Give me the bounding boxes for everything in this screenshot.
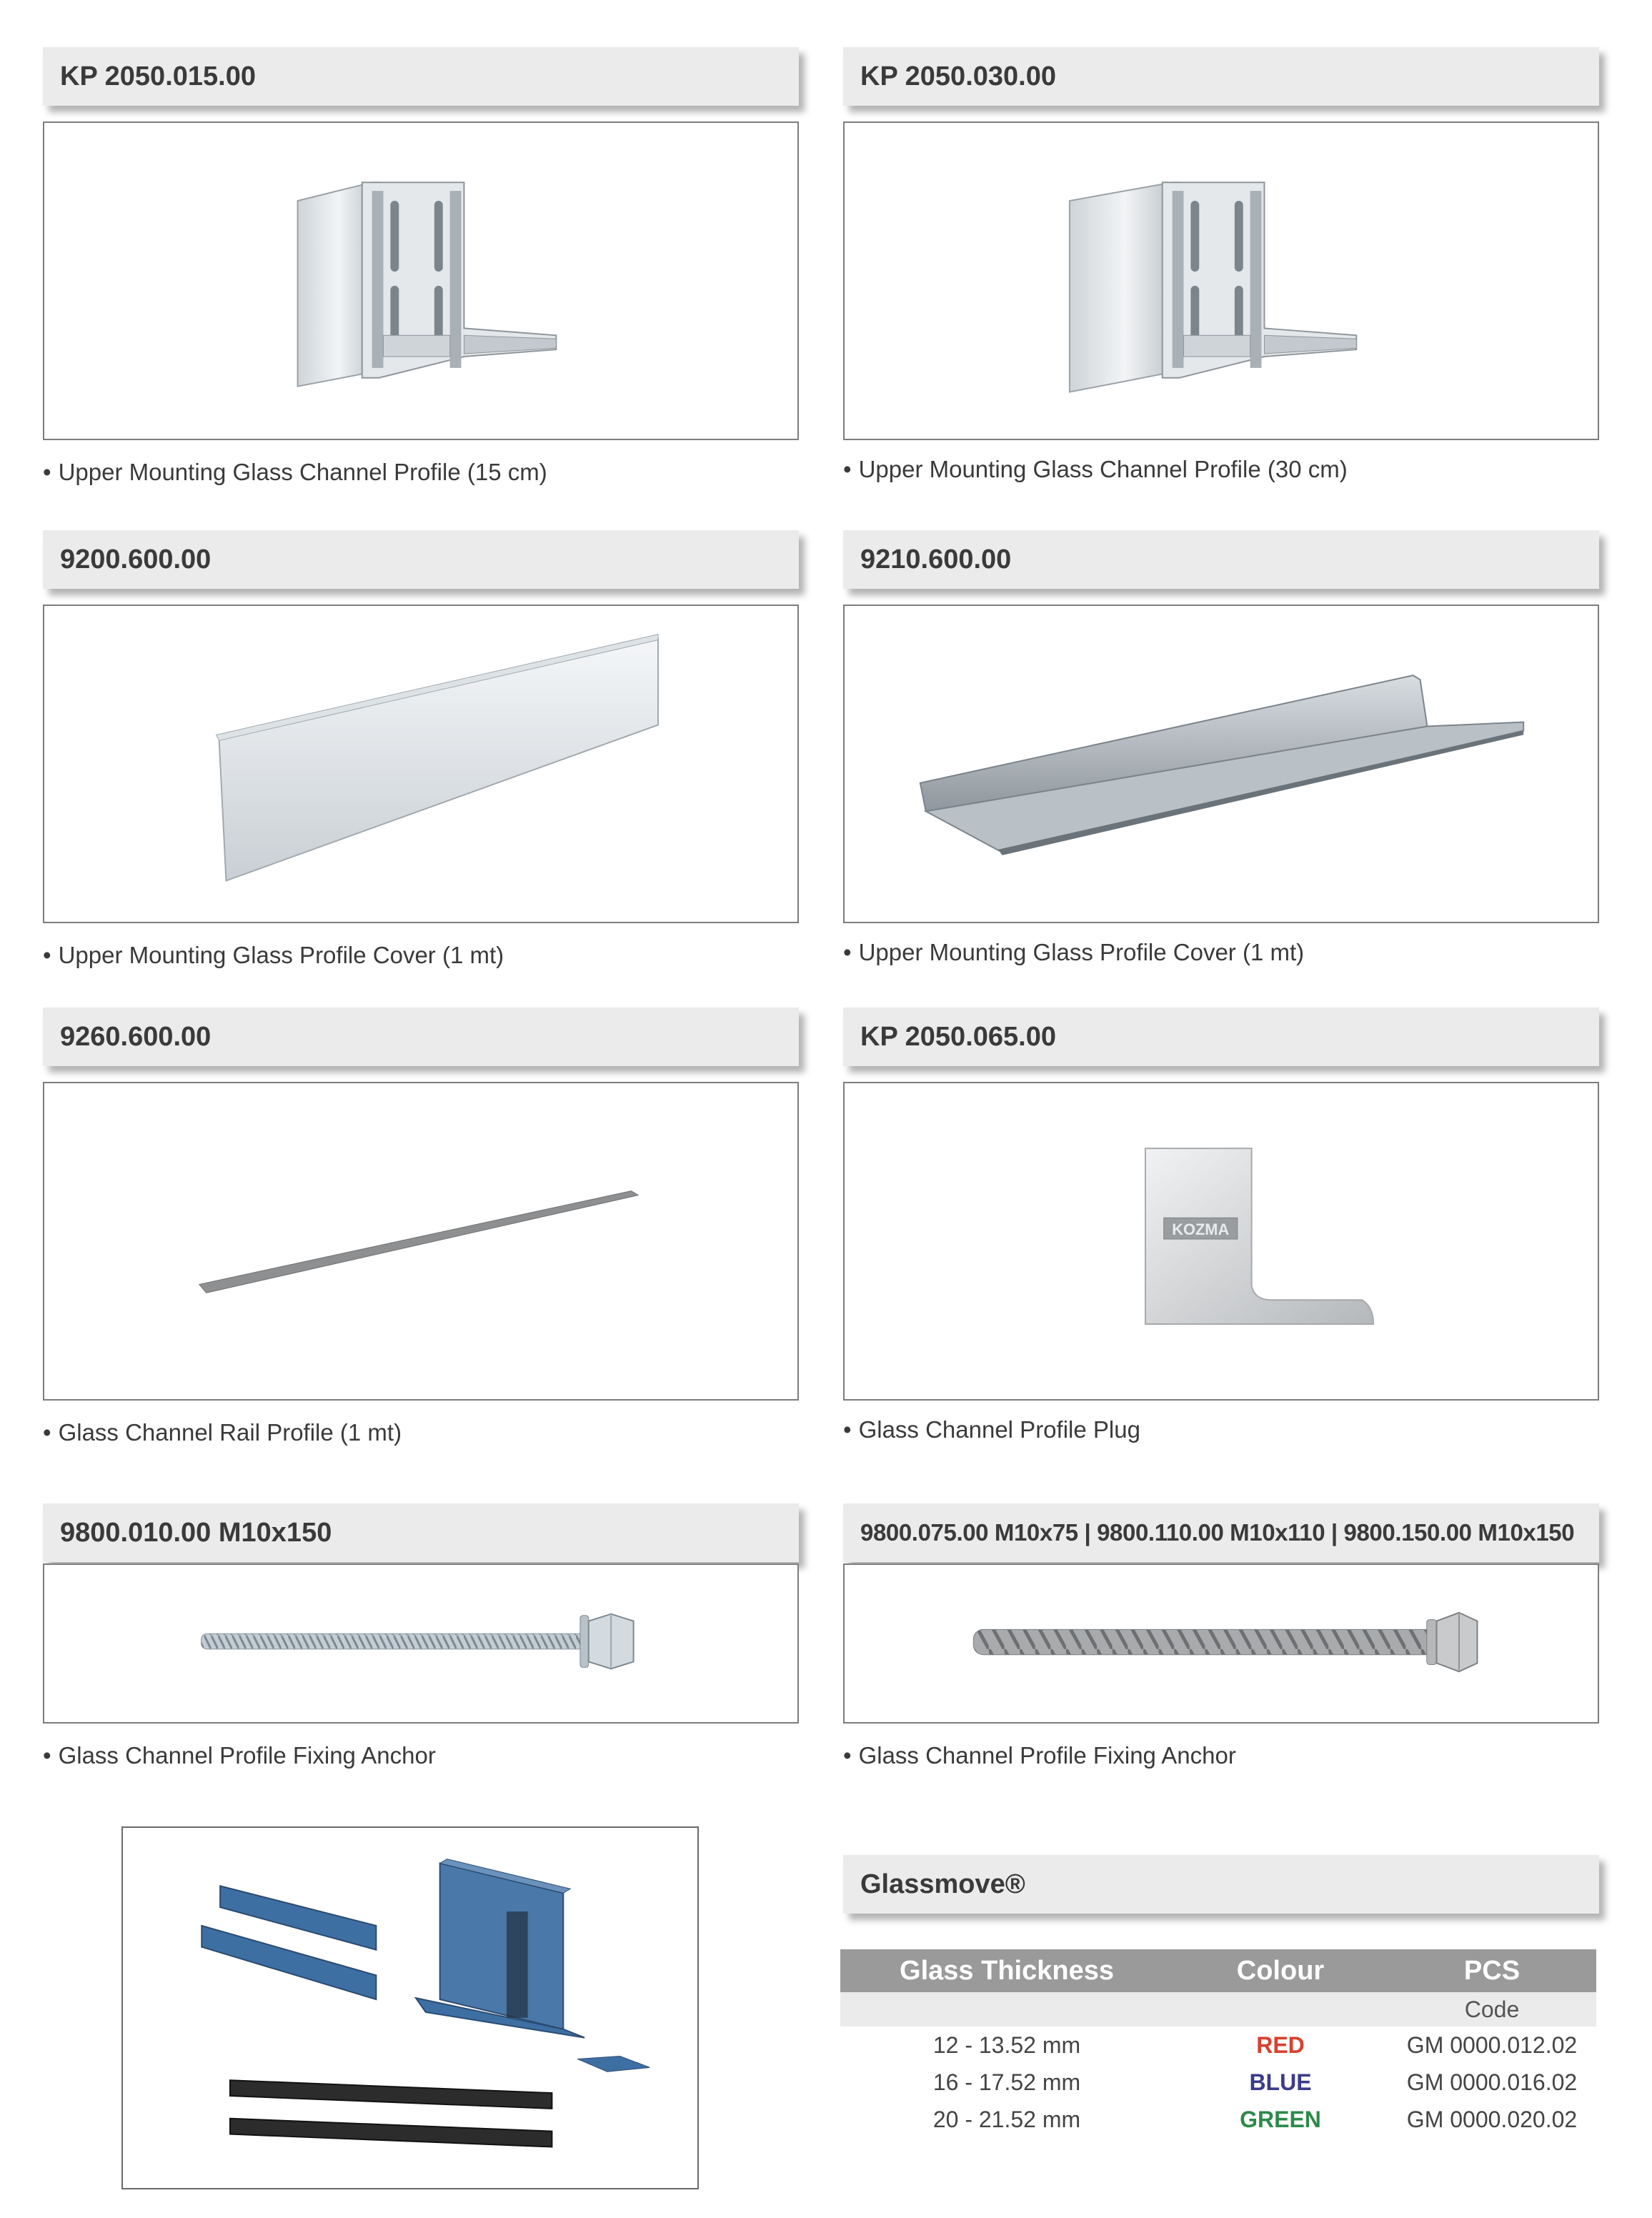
rail-strip-image: [44, 1083, 797, 1399]
code-cell: GM 0000.012.02: [1406, 2031, 1578, 2058]
table-header-row: [840, 1949, 1596, 1992]
product-image-rail-strip: [43, 1082, 799, 1401]
subheader-code: Code: [1464, 1996, 1520, 2022]
product-caption: [843, 1416, 1140, 1443]
product-caption: [843, 939, 1304, 966]
product-caption: [843, 1742, 1236, 1769]
glassmove-pieces-image: [123, 1828, 697, 2188]
caption-text: Glass Channel Profile Fixing Anchor: [58, 1742, 436, 1769]
product-image-channel-profile-30: [843, 121, 1599, 440]
product-code-header: KP 2050.065.00: [843, 1008, 1599, 1066]
product-caption: [43, 1742, 436, 1769]
table-subheader-row: [840, 1992, 1596, 2026]
caption-text: Glass Channel Profile Fixing Anchor: [858, 1742, 1236, 1769]
thickness-cell: 20 - 21.52 mm: [932, 2106, 1081, 2132]
channel-profile-image: [845, 123, 1598, 439]
product-image-profile-plug: [843, 1082, 1599, 1401]
header-glass-thickness: Glass Thickness: [900, 1955, 1114, 1986]
product-caption: [43, 1419, 402, 1446]
bullet: •: [43, 942, 51, 968]
caption-text: Upper Mounting Glass Profile Cover (1 mt): [858, 939, 1305, 965]
thickness-cell: 16 - 17.52 mm: [932, 2069, 1081, 2095]
table-row: [840, 2101, 1596, 2138]
product-caption: [843, 456, 1348, 483]
plug-logo-text: KOZMA: [1172, 1220, 1230, 1239]
caption-text: Upper Mounting Glass Profile Cover (1 mt): [58, 942, 504, 968]
bullet: •: [843, 1742, 852, 1769]
bullet: •: [43, 459, 51, 485]
code-cell: GM 0000.020.02: [1406, 2106, 1578, 2132]
product-code-header: 9260.600.00: [43, 1008, 799, 1066]
product-code-header: KP 2050.030.00: [843, 47, 1599, 106]
code-cell: GM 0000.016.02: [1406, 2069, 1578, 2095]
caption-text: Glass Channel Profile Plug: [858, 1416, 1140, 1443]
profile-cover-image: [845, 606, 1598, 922]
product-code-header: 9200.600.00: [43, 530, 799, 589]
colour-cell: GREEN: [1240, 2106, 1321, 2132]
thickness-cell: 12 - 13.52 mm: [932, 2031, 1081, 2058]
colour-cell: RED: [1256, 2031, 1305, 2058]
bullet: •: [43, 1742, 51, 1769]
product-image-concrete-screw-anchor: [843, 1563, 1599, 1724]
colour-cell: BLUE: [1249, 2069, 1312, 2095]
profile-cover-image: [44, 606, 797, 922]
header-pcs: PCS: [1463, 1955, 1521, 1986]
glassmove-kit-image: [121, 1826, 699, 2189]
product-code-header: 9800.010.00 M10x150: [43, 1503, 799, 1562]
profile-plug-image: [845, 1083, 1598, 1399]
product-caption: [43, 942, 504, 969]
product-code-header: 9210.600.00: [843, 530, 1599, 589]
caption-text: Upper Mounting Glass Channel Profile (30 cm): [858, 456, 1348, 482]
table-row: [840, 2026, 1596, 2064]
bullet: •: [843, 456, 852, 482]
bullet: •: [43, 1419, 51, 1446]
product-image-threaded-rod-anchor: [43, 1563, 799, 1724]
caption-text: Glass Channel Rail Profile (1 mt): [58, 1419, 402, 1446]
table-row: [840, 2064, 1596, 2101]
product-code-header: KP 2050.015.00: [43, 47, 799, 106]
product-code-header: 9800.075.00 M10x75 | 9800.110.00 M10x110 | 9800.150.00 M10x150: [843, 1503, 1599, 1562]
threaded-rod-image: [44, 1565, 797, 1722]
caption-text: Upper Mounting Glass Channel Profile (15 cm): [58, 459, 547, 485]
glassmove-table: [840, 1949, 1596, 2138]
product-image-angled-profile-cover: [843, 605, 1599, 923]
concrete-screw-image: [845, 1565, 1598, 1722]
glassmove-title: Glassmove®: [843, 1855, 1599, 1914]
bullet: •: [843, 939, 852, 965]
product-image-channel-profile-15: [43, 121, 799, 440]
product-caption: [43, 459, 547, 486]
bullet: •: [843, 1416, 852, 1443]
header-colour: Colour: [1236, 1955, 1325, 1986]
channel-profile-image: [44, 123, 797, 439]
product-image-flat-profile-cover: [43, 605, 799, 923]
